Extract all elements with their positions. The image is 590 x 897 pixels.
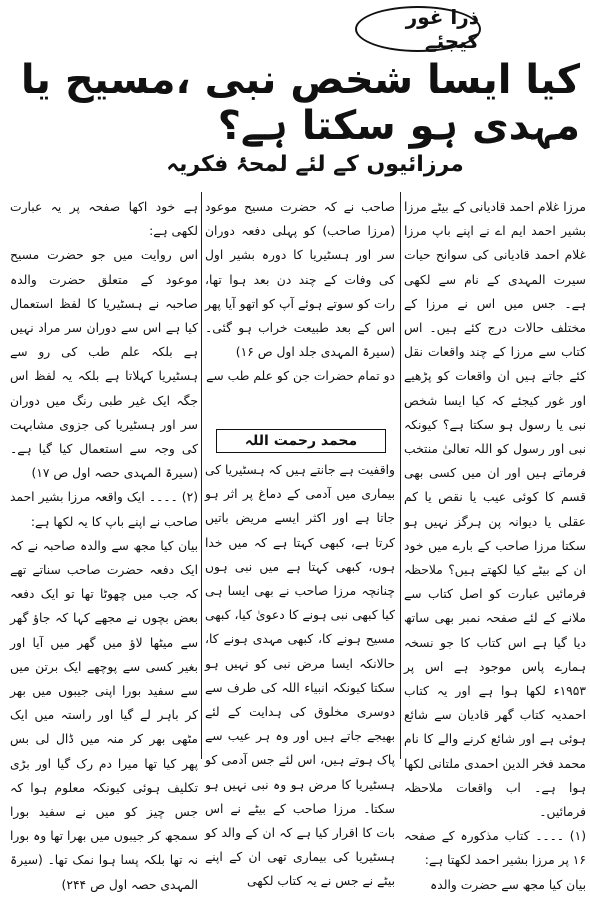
article-column-middle-lower: [205, 458, 395, 894]
commentary-paragraph: واقفیت ہے جانتے ہیں کہ ہسٹیریا کی بیماری میں آدمی کے دماغ پر اثر ہو جاتا ہے اور اکثر ایسے مریض باتیں کرتا ہے، کبھی کہتا ہے کہ میں خدا ہوں، کبھی کہتا ہے میں نبی ہوں چنانچہ مرزا صاحب نے بھی ایسا ہی کیا کبھی نبی ہونے کا دعویٰ کیا، کبھی مسیح ہونے کا، کبھی مہدی ہونے کا، حالانکہ ایسا مرض نبی کو نہیں ہو سکتا کیونکہ انبیاء اللہ کی طرف سے دوسری مخلوق کی ہدایت کے لئے بھیجے جاتے ہیں اور وہ ہر عیب سے پاک ہوتے ہیں، اس لئے جس آدمی کو ہسٹیریا کا مرض ہو وہ نبی نہیں ہو سکتا۔ مرزا صاحب کے بیٹے نے اس بات کا اقرار کیا ہے کہ ان کے والد کو ہسٹیریا کی بیماری تھی ان کے اپنے بیٹے نے جس نے یہ کتاب لکھی: [205, 463, 395, 889]
column-divider: [201, 192, 202, 759]
article-column-middle: [205, 195, 395, 389]
intro-paragraph: مرزا غلام احمد قادیانی کے بیٹے مرزا بشیر احمد ایم اے نے اپنے باپ مرزا غلام احمد قادیانی کی سوانح حیات سیرت المہدی کے نام سے لکھی ہے۔ جس میں اس نے مرزا کے مختلف حالات درج کئے ہیں۔ اس کتاب سے مرزا کے چند واقعات نقل کئے جاتے ہیں ان واقعات کو پڑھیے اور غور کیجئے کہ کیا ایسا شخص نبی یا رسول ہو سکتا ہے؟ کیونکہ نبی اور رسول کو اللہ تعالیٰ منتخب فرماتے ہیں اور ان میں کسی بھی قسم کا کوئی عیب یا نقص یا کم عقلی یا دیوانہ پن ہرگز نہیں ہو سکتا مرزا صاحب کے بارے میں خود ان کے بیٹے کیا لکھتے ہیں؟ ملاحظہ فرمائیں عبارت کو اصل کتاب سے ملانے کے لئے صفحہ نمبر بھی ساتھ دیا گیا ہے اس کتاب کا جو نسخہ ہمارے پاس موجود ہے اس پر ۱۹۵۳ء لکھا ہوا ہے اور یہ کتاب احمدیہ کتاب گھر قادیان سے شائع ہوئی ہے اور شائع کرنے والے کا نام محمد فخر الدین احمدی ملتانی لکھا ہوا ہے۔ اب واقعات ملاحظہ فرمائیں۔: [404, 200, 586, 820]
incident-1-quote: بیان کیا مجھ سے حضرت والدہ: [430, 877, 586, 892]
headline: کیا ایسا شخص نبی ،مسیح یا مہدی ہو سکتا ہے؟: [20, 57, 580, 149]
section-badge: ذرا غور کیجئے: [355, 6, 481, 52]
commentary-lead: دو تمام حضرات جن کو علم طب سے: [206, 369, 395, 384]
column-divider: [400, 192, 401, 759]
incident-2-quote: بیان کیا مجھ سے والدہ صاحبہ نے کہ ایک دفعہ حضرت صاحب سناتے تھے کہ جب میں چھوٹا تھا تو ایک دفعہ بعض بچوں نے مجھے کہا کہ جاؤ گھر سے میٹھا لاؤ میں گھر میں آیا اور بغیر کسی سے پوچھے ایک برتن میں سے سفید بورا اپنی جیبوں میں بھر کر باہر لے گیا اور راستہ میں ایک مٹھی بھر کر منہ میں ڈال لی بس پھر کیا تھا میرا دم رک گیا اور بڑی تکلیف ہوئی کیونکہ معلوم ہوا کہ جس چیز کو میں نے سفید بورا سمجھ کر جیبوں میں بھرا تھا وہ بورا نہ تھا بلکہ پسا ہوا نمک تھا۔ (سیرۃ المہدی حصہ اول ص ۲۴۴): [10, 538, 198, 892]
article-column-left: [10, 195, 198, 897]
commentary-continued: ہے خود اکھا صفحہ پر یہ عبارت لکھی ہے:: [10, 200, 198, 239]
incident-1-quote-continued: صاحب نے کہ حضرت مسیح موعود (مرزا صاحب) کو پہلی دفعہ دوران سر اور ہسٹیریا کا دورہ بشیر اول کی وفات کے چند دن بعد ہوا تھا، رات کو سوتے ہوئے آپ کو اتھو آیا پھر اس کے بعد طبیعت خراب ہو گئی۔ (سیرۃ المہدی جلد اول ص ۱۶): [205, 200, 395, 360]
quote-paragraph: اس روایت میں جو حضرت مسیح موعود کے متعلق حضرت والدہ صاحبہ نے ہسٹیریا کا لفظ استعمال کیا ہے اس سے دوران سر مراد نہیں ہے بلکہ علم طب کی رو سے ہسٹیریا کہلاتا ہے بلکہ یہ لفظ اس جگہ ایک غیر طبی رنگ میں دوران سر اور ہسٹیریا کی جزوی مشابہت کی وجہ سے استعمال کیا گیا ہے۔ (سیرۃ المہدی حصہ اول ص ۱۷): [10, 248, 198, 481]
article-column-right: [404, 195, 586, 897]
subheadline: مرزائیوں کے لئے لمحۂ فکریہ: [166, 151, 464, 177]
byline-box: محمد رحمت اللہ: [216, 429, 386, 453]
incident-1-heading: (۱) ۔۔۔۔ کتاب مذکورہ کے صفحہ ۱۶ پر مرزا بشیر احمد لکھتا ہے:: [404, 829, 586, 868]
incident-2-heading: (۲) ۔۔۔۔ ایک واقعہ مرزا بشیر احمد صاحب نے اپنے باپ کا یہ لکھا ہے:: [10, 490, 198, 529]
